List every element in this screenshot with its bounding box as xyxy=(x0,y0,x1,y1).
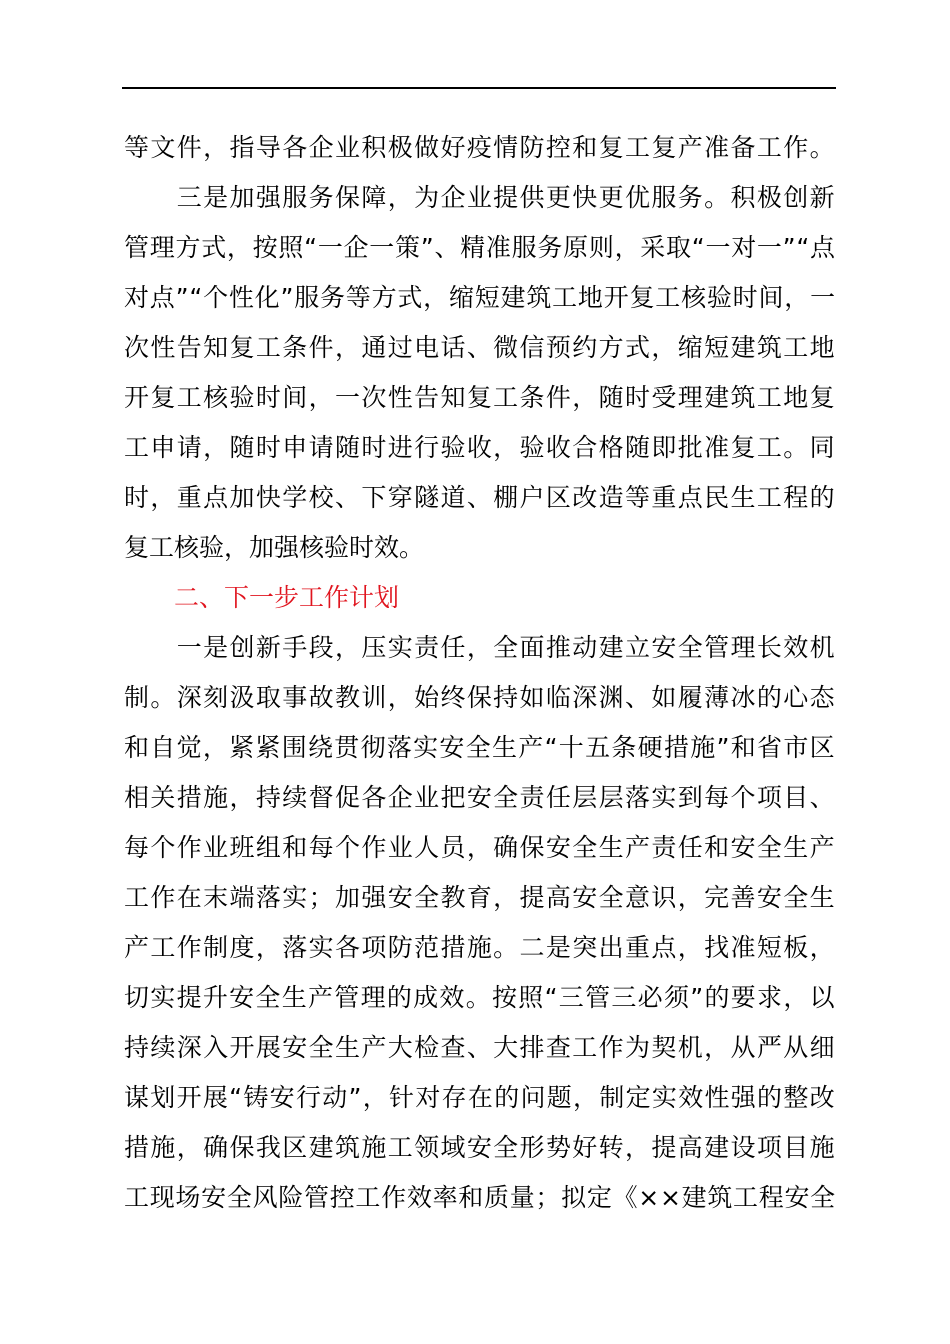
text-line: 三是加强服务保障，为企业提供更快更优服务。积极创新 xyxy=(124,183,837,212)
text-line: 等文件，指导各企业积极做好疫情防控和复工复产准备工作。 xyxy=(124,133,837,162)
text-line: 对点”“个性化”服务等方式，缩短建筑工地开复工核验时间，一 xyxy=(124,283,836,312)
text-line: 工现场安全风险管控工作效率和质量；拟定《××建筑工程安全 xyxy=(124,1183,836,1212)
text-line: 一是创新手段，压实责任，全面推动建立安全管理长效机 xyxy=(124,633,837,662)
text-line: 切实提升安全生产管理的成效。按照“三管三必须”的要求，以 xyxy=(124,983,836,1012)
text-line: 和自觉，紧紧围绕贯彻落实安全生产“十五条硬措施”和省市区 xyxy=(124,733,836,762)
text-line: 复工核验，加强核验时效。 xyxy=(124,533,425,562)
text-line: 谋划开展“铸安行动”，针对存在的问题，制定实效性强的整改 xyxy=(124,1083,836,1112)
text-line: 措施，确保我区建筑施工领域安全形势好转，提高建设项目施 xyxy=(124,1133,837,1162)
text-line: 次性告知复工条件，通过电话、微信预约方式，缩短建筑工地 xyxy=(124,333,837,362)
text-line: 持续深入开展安全生产大检查、大排查工作为契机，从严从细 xyxy=(124,1033,837,1062)
text-line: 管理方式，按照“一企一策”、精准服务原则，采取“一对一”“点 xyxy=(124,233,836,262)
text-line: 工申请，随时申请随时进行验收，验收合格随即批准复工。同 xyxy=(124,433,837,462)
text-line: 每个作业班组和每个作业人员，确保安全生产责任和安全生产 xyxy=(124,833,837,862)
text-line: 工作在末端落实；加强安全教育，提高安全意识，完善安全生 xyxy=(124,883,837,912)
text-line: 产工作制度，落实各项防范措施。二是突出重点，找准短板， xyxy=(124,933,837,962)
header-rule xyxy=(122,87,836,89)
section-heading: 二、下一步工作计划 xyxy=(124,583,400,612)
text-line: 制。深刻汲取事故教训，始终保持如临深渊、如履薄冰的心态 xyxy=(124,683,837,712)
text-line: 开复工核验时间，一次性告知复工条件，随时受理建筑工地复 xyxy=(124,383,837,412)
text-line: 相关措施，持续督促各企业把安全责任层层落实到每个项目、 xyxy=(124,783,837,812)
text-line: 时，重点加快学校、下穿隧道、棚户区改造等重点民生工程的 xyxy=(124,483,837,512)
